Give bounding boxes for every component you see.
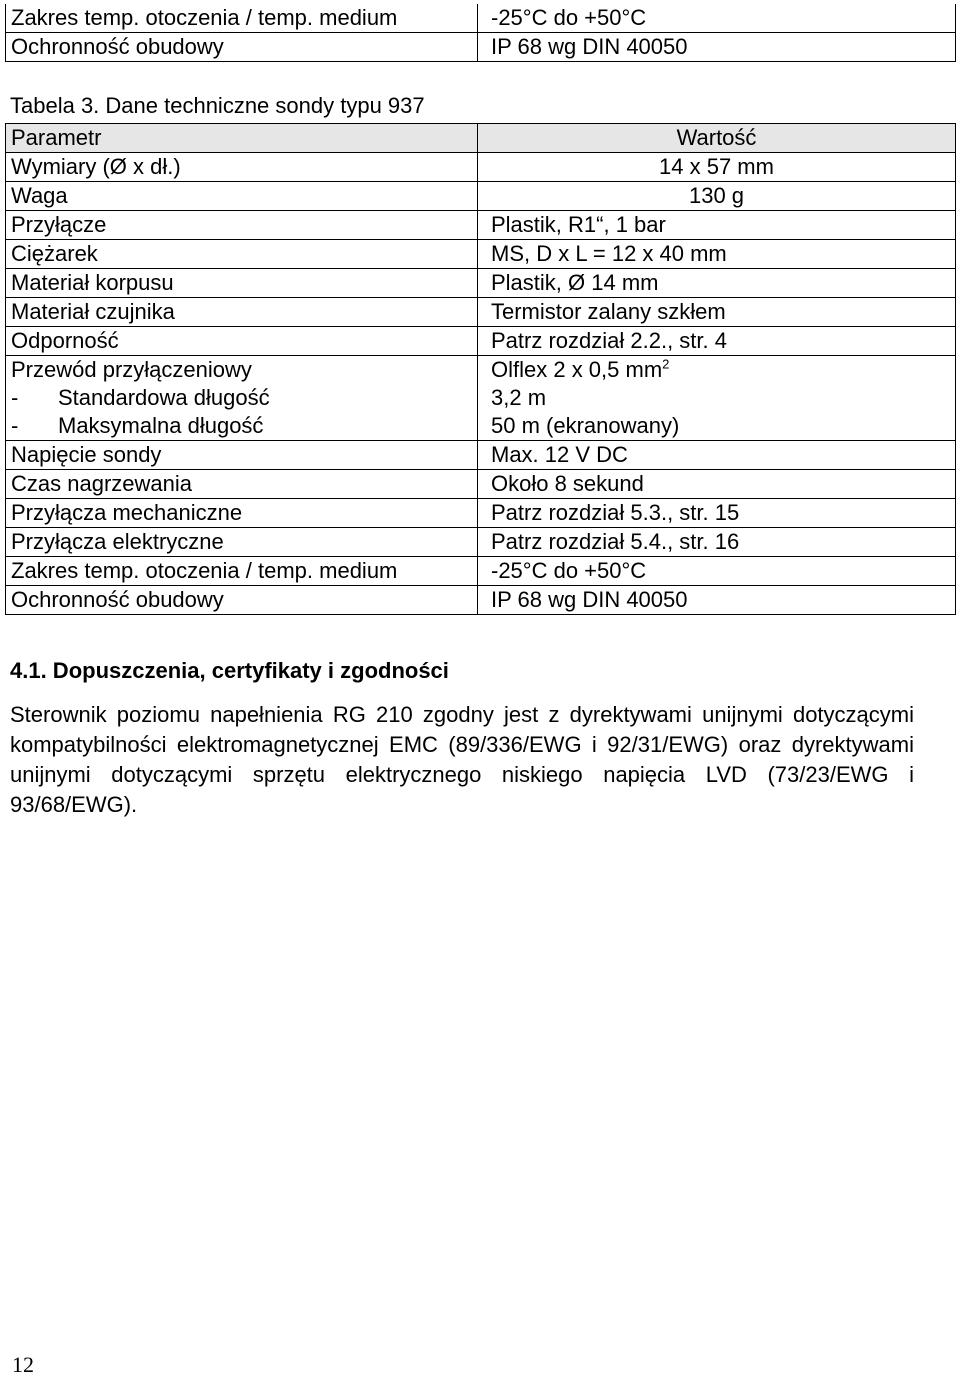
param-cell: Zakres temp. otoczenia / temp. medium: [6, 557, 478, 586]
value-cell: -25°C do +50°C: [478, 557, 956, 586]
spec-table-937: [5, 123, 956, 615]
value-cell: Patrz rozdział 5.3., str. 15: [478, 499, 956, 528]
table-row: [6, 240, 956, 269]
table-row: [6, 298, 956, 327]
param-cell: Materiał korpusu: [6, 269, 478, 298]
value-cell: 14 x 57 mm: [478, 153, 956, 182]
value-cell: Około 8 sekund: [478, 470, 956, 499]
value-cell: Termistor zalany szkłem: [478, 298, 956, 327]
sub-param: Maksymalna długość: [58, 413, 264, 438]
value-cell: Patrz rozdział 2.2., str. 4: [478, 327, 956, 356]
cable-value: Olflex 2 x 0,5 mm: [491, 357, 663, 382]
table-row: [6, 4, 956, 33]
value-cell: IP 68 wg DIN 40050: [478, 586, 956, 615]
param-cell: Odporność: [6, 327, 478, 356]
table-row: [6, 557, 956, 586]
param-cell: Przyłącza mechaniczne: [6, 499, 478, 528]
param-cell: Napięcie sondy: [6, 441, 478, 470]
value-cell: 130 g: [478, 182, 956, 211]
value-cell: Plastik, Ø 14 mm: [478, 269, 956, 298]
section-heading: 4.1. Dopuszczenia, certyfikaty i zgodności: [10, 658, 449, 683]
list-dash: -: [11, 413, 19, 438]
value-cell: MS, D x L = 12 x 40 mm: [478, 240, 956, 269]
table-row: [6, 211, 956, 240]
value-cell: Patrz rozdział 5.4., str. 16: [478, 528, 956, 557]
header-param: Parametr: [6, 124, 478, 153]
param-cell: [6, 412, 478, 441]
list-dash: -: [11, 385, 19, 410]
table-header-row: [6, 124, 956, 153]
param-cell: Przyłącza elektryczne: [6, 528, 478, 557]
table-row: [6, 33, 956, 62]
table-row: [6, 412, 956, 441]
table-row: [6, 384, 956, 412]
sub-param: Standardowa długość: [58, 385, 270, 410]
table-row: [6, 470, 956, 499]
value-cell: 3,2 m: [478, 384, 956, 412]
table-row: [6, 441, 956, 470]
table-row: [6, 269, 956, 298]
param-cell: Ciężarek: [6, 240, 478, 269]
table-row: [6, 356, 956, 385]
section-paragraph: Sterownik poziomu napełnienia RG 210 zgodny jest z dyrektywami unijnymi dotyczącymi kompatybilności elektromagnetycznej EMC (89/336/EWG i 92/31/EWG) oraz dyrektywami unijnymi dotyczącymi sprzętu elektrycznego niskiego napięcia LVD (73/23/EWG i 93/68/EWG).: [10, 702, 914, 817]
param-cell: Wymiary (Ø x dł.): [6, 153, 478, 182]
param-cell: Waga: [6, 182, 478, 211]
value-cell: 50 m (ekranowany): [478, 412, 956, 441]
table-row: [6, 327, 956, 356]
page-number: 12: [12, 1352, 34, 1377]
param-cell: Ochronność obudowy: [6, 586, 478, 615]
value-cell: [478, 356, 956, 385]
param-cell: Przyłącze: [6, 211, 478, 240]
value-cell: IP 68 wg DIN 40050: [478, 33, 956, 62]
param-cell: [6, 384, 478, 412]
param-cell: Czas nagrzewania: [6, 470, 478, 499]
param-cell: Ochronność obudowy: [6, 33, 478, 62]
table-row: [6, 153, 956, 182]
superscript: 2: [662, 356, 670, 372]
value-cell: -25°C do +50°C: [478, 4, 956, 33]
header-value: Wartość: [478, 124, 956, 153]
value-cell: Plastik, R1“, 1 bar: [478, 211, 956, 240]
value-cell: Max. 12 V DC: [478, 441, 956, 470]
table-row: [6, 528, 956, 557]
table-row: [6, 499, 956, 528]
table-row: [6, 586, 956, 615]
table-caption: Tabela 3. Dane techniczne sondy typu 937: [10, 93, 425, 118]
top-spec-table: [5, 4, 956, 62]
param-cell: Zakres temp. otoczenia / temp. medium: [6, 4, 478, 33]
param-cell: Przewód przyłączeniowy: [6, 356, 478, 385]
param-cell: Materiał czujnika: [6, 298, 478, 327]
table-row: [6, 182, 956, 211]
